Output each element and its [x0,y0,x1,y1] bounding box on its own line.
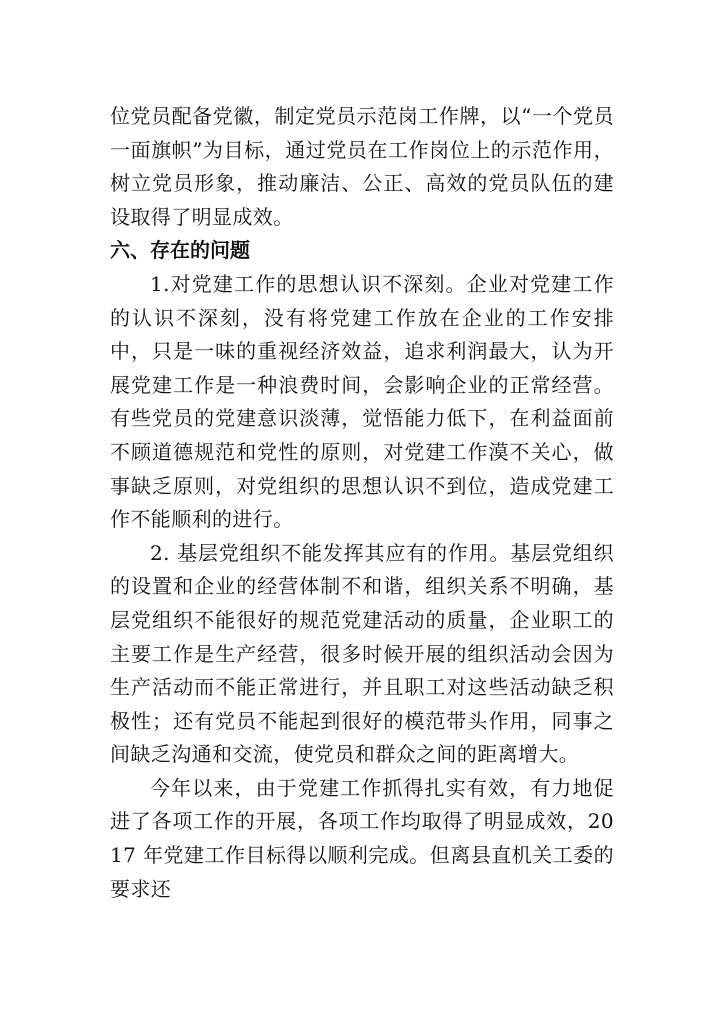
paragraph-problem-1: 1.对党建工作的思想认识不深刻。企业对党建工作的认识不深刻，没有将党建工作放在企业的工作安排中，只是一味的重视经济效益，追求利润最大，认为开展党建工作是一种浪费时间，会影响企业的正常经营。有些党员的党建意识淡薄，觉悟能力低下，在利益面前不顾道德规范和党性的原则，对党建工作漠不关心，做事缺乏原则，对党组织的思想认识不到位，造成党建工作不能顺利的进行。 [110,271,614,532]
paragraph-continuation: 位党员配备党徽，制定党员示范岗工作牌，以“一个党员一面旗帜”为目标，通过党员在工作岗位上的示范作用，树立党员形象，推动廉洁、公正、高效的党员队伍的建设取得了明显成效。 [110,104,614,229]
section-heading-problems: 六、存在的问题 [110,238,250,263]
document-page [110,100,614,906]
paragraph-problem-2: 2. 基层党组织不能发挥其应有的作用。基层党组织的设置和企业的经营体制不和谐，组织关系不明确，基层党组织不能很好的规范党建活动的质量，企业职工的主要工作是生产经营，很多时候开展的组织活动会因为生产活动而不能正常进行，并且职工对这些活动缺乏积极性；还有党员不能起到很好的模范带头作用，同事之间缺乏沟通和交流，使党员和群众之间的距离增大。 [110,540,614,767]
paragraph-summary: 今年以来，由于党建工作抓得扎实有效，有力地促进了各项工作的开展，各项工作均取得了明显成效，2017 年党建工作目标得以顺利完成。但离县直机关工委的要求还 [110,775,614,901]
